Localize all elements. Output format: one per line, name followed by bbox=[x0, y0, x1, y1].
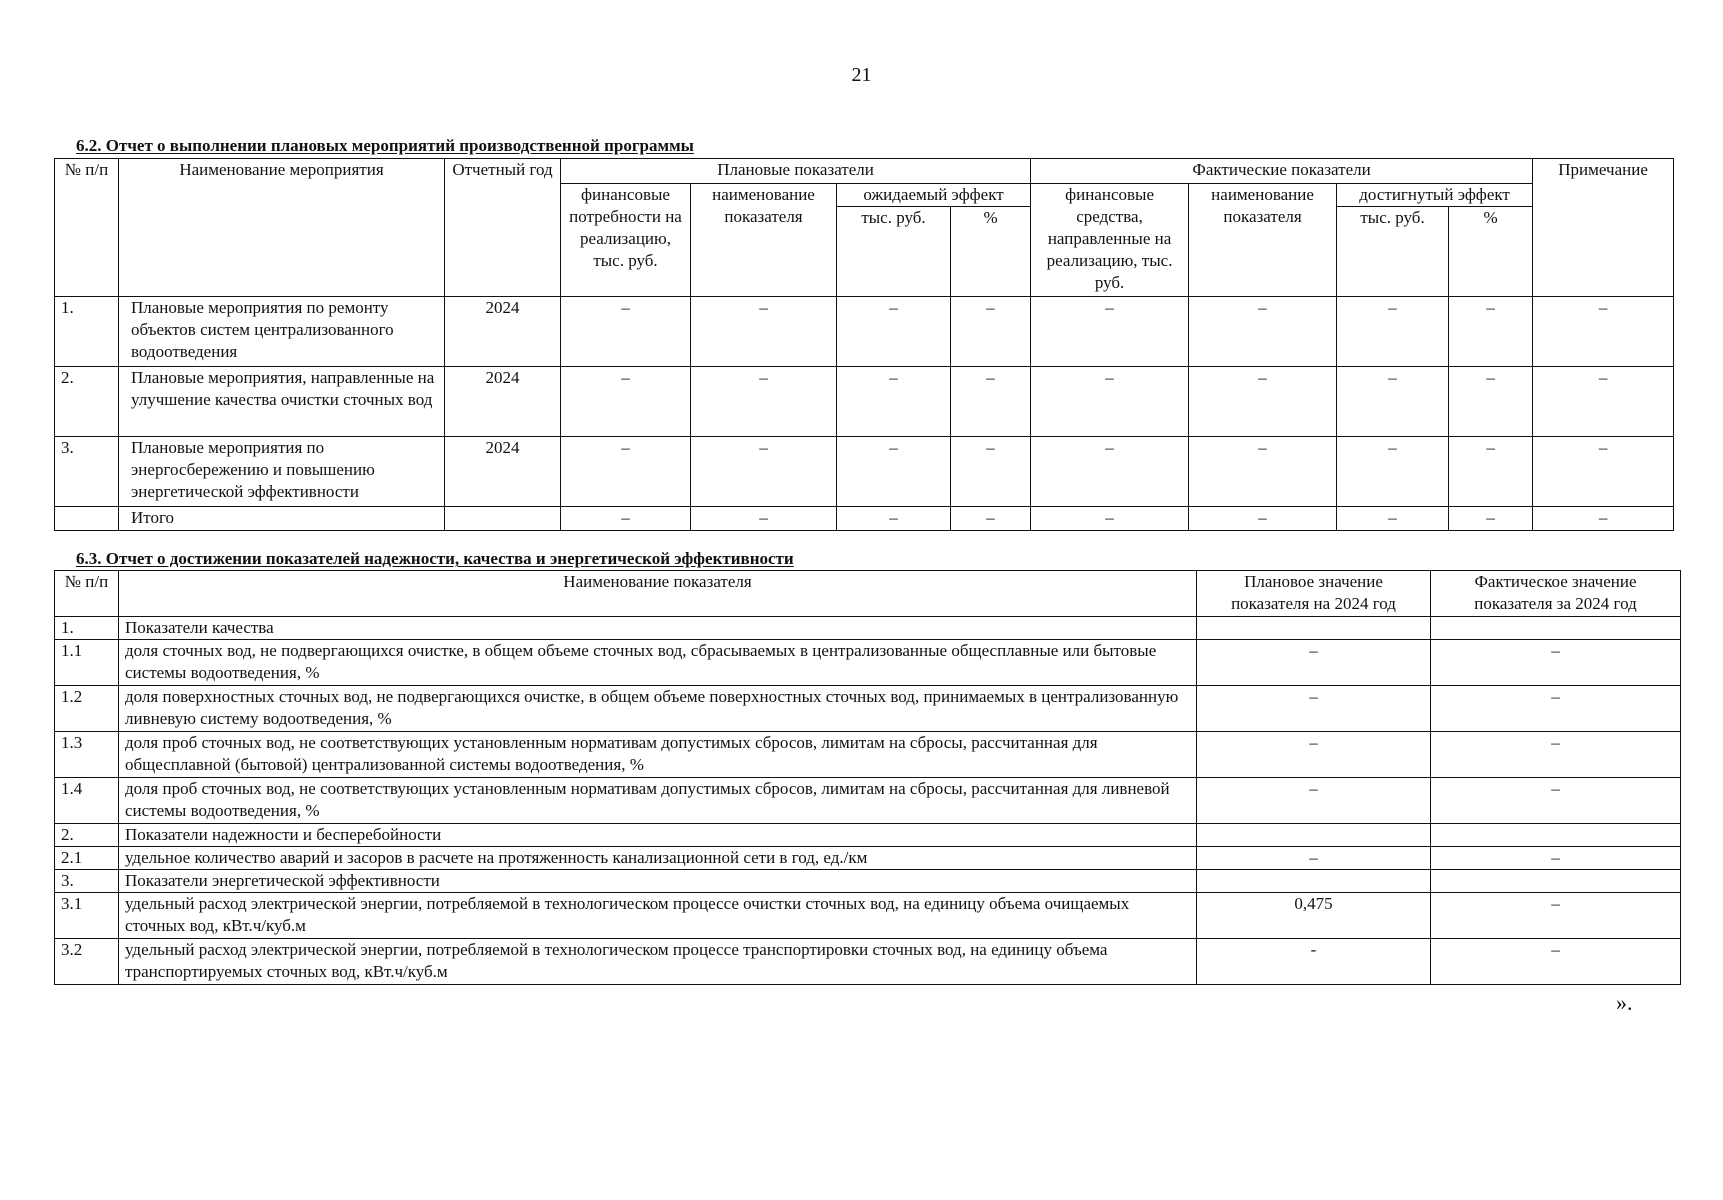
row-num: 2. bbox=[55, 367, 119, 437]
row-activity-name: Плановые мероприятия по ремонту объектов систем централизованного водоотведения bbox=[119, 297, 445, 367]
header-plan-thous-rub: тыс. руб. bbox=[837, 207, 951, 297]
cell-value: – bbox=[1449, 507, 1533, 531]
cell-value: – bbox=[1337, 437, 1449, 507]
cell-value: – bbox=[1189, 367, 1337, 437]
row-fact-value: – bbox=[1431, 778, 1681, 824]
row-plan-value bbox=[1197, 824, 1431, 847]
row-plan-value: - bbox=[1197, 939, 1431, 985]
cell-value: – bbox=[1189, 297, 1337, 367]
header-planned-indicators: Плановые показатели bbox=[561, 159, 1031, 184]
row-fact-value bbox=[1431, 824, 1681, 847]
row-indicator-name: удельное количество аварий и засоров в расчете на протяженность канализационной сети в год, ед./км bbox=[119, 847, 1197, 870]
cell-value: – bbox=[1189, 437, 1337, 507]
cell-value: – bbox=[1031, 297, 1189, 367]
row-fact-value: – bbox=[1431, 939, 1681, 985]
cell-value: – bbox=[561, 367, 691, 437]
row-num: 3. bbox=[55, 437, 119, 507]
cell-value: – bbox=[837, 297, 951, 367]
cell-value: – bbox=[1449, 437, 1533, 507]
row-indicator-name: доля поверхностных сточных вод, не подвергающихся очистке, в общем объеме поверхностных сточных вод, принимаемых в централизованную ливневую систему водоотведения, % bbox=[119, 686, 1197, 732]
header-fact-financing: финансовые средства, направленные на реализацию, тыс. руб. bbox=[1031, 184, 1189, 297]
table-row bbox=[55, 824, 1681, 847]
header-num: № п/п bbox=[55, 159, 119, 297]
total-row bbox=[55, 507, 1674, 531]
row-plan-value: 0,475 bbox=[1197, 893, 1431, 939]
table-row bbox=[55, 893, 1681, 939]
cell-value: – bbox=[951, 437, 1031, 507]
table-row bbox=[55, 437, 1674, 507]
row-num: 1.2 bbox=[55, 686, 119, 732]
planned-activities-table bbox=[54, 158, 1674, 531]
row-indicator-name: доля сточных вод, не подвергающихся очистке, в общем объеме сточных вод, сбрасываемых в централизованные общесплавные или бытовые системы водоотведения, % bbox=[119, 640, 1197, 686]
cell-value: – bbox=[561, 437, 691, 507]
row-activity-name: Плановые мероприятия, направленные на улучшение качества очистки сточных вод bbox=[119, 367, 445, 437]
row-fact-value bbox=[1431, 870, 1681, 893]
row-num: 1. bbox=[55, 297, 119, 367]
cell-value: – bbox=[1337, 297, 1449, 367]
cell-value: – bbox=[691, 507, 837, 531]
cell-value: – bbox=[1031, 507, 1189, 531]
row-num: 1.3 bbox=[55, 732, 119, 778]
cell-value: – bbox=[561, 297, 691, 367]
total-label: Итого bbox=[119, 507, 445, 531]
cell-value: – bbox=[1533, 367, 1674, 437]
cell-value: – bbox=[1449, 297, 1533, 367]
header-activity-name: Наименование мероприятия bbox=[119, 159, 445, 297]
total-num bbox=[55, 507, 119, 531]
header-fact-percent: % bbox=[1449, 207, 1533, 297]
row-plan-value: – bbox=[1197, 778, 1431, 824]
row-num: 2. bbox=[55, 824, 119, 847]
row-indicator-name: Показатели качества bbox=[119, 617, 1197, 640]
header-plan-financing: финансовые потребности на реализацию, тыс. руб. bbox=[561, 184, 691, 297]
row-fact-value: – bbox=[1431, 686, 1681, 732]
indicators-table bbox=[54, 570, 1681, 985]
closing-quote-mark: ». bbox=[1616, 990, 1633, 1015]
row-plan-value: – bbox=[1197, 686, 1431, 732]
cell-value: – bbox=[1189, 507, 1337, 531]
cell-value: – bbox=[837, 367, 951, 437]
table-row bbox=[55, 778, 1681, 824]
header-report-year: Отчетный год bbox=[445, 159, 561, 297]
header-note: Примечание bbox=[1533, 159, 1674, 297]
cell-value: – bbox=[1031, 437, 1189, 507]
row-fact-value: – bbox=[1431, 847, 1681, 870]
row-plan-value bbox=[1197, 870, 1431, 893]
row-num: 3.1 bbox=[55, 893, 119, 939]
table-row bbox=[55, 686, 1681, 732]
section-62-title: 6.2. Отчет о выполнении плановых мероприятий производственной программы bbox=[76, 136, 694, 155]
row-indicator-name: Показатели энергетической эффективности bbox=[119, 870, 1197, 893]
row-num: 3. bbox=[55, 870, 119, 893]
row-plan-value bbox=[1197, 617, 1431, 640]
header-fact-value: Фактическое значение показателя за 2024 год bbox=[1431, 571, 1681, 617]
row-num: 1.4 bbox=[55, 778, 119, 824]
header-fact-thous-rub: тыс. руб. bbox=[1337, 207, 1449, 297]
cell-value: – bbox=[691, 367, 837, 437]
table-row bbox=[55, 367, 1674, 437]
row-num: 3.2 bbox=[55, 939, 119, 985]
cell-value: – bbox=[951, 297, 1031, 367]
row-indicator-name: удельный расход электрической энергии, потребляемой в технологическом процессе очистки сточных вод, на единицу объема очищаемых сточных вод, кВт.ч/куб.м bbox=[119, 893, 1197, 939]
row-fact-value: – bbox=[1431, 893, 1681, 939]
cell-value: – bbox=[561, 507, 691, 531]
section-63-title: 6.3. Отчет о достижении показателей надежности, качества и энергетической эффективности bbox=[76, 549, 794, 568]
header-fact-indicator-name: наименование показателя bbox=[1189, 184, 1337, 297]
row-plan-value: – bbox=[1197, 732, 1431, 778]
row-fact-value: – bbox=[1431, 640, 1681, 686]
header-num: № п/п bbox=[55, 571, 119, 617]
row-num: 1.1 bbox=[55, 640, 119, 686]
row-num: 2.1 bbox=[55, 847, 119, 870]
header-achieved-effect: достигнутый эффект bbox=[1337, 184, 1533, 207]
table-row bbox=[55, 939, 1681, 985]
row-year: 2024 bbox=[445, 367, 561, 437]
row-indicator-name: удельный расход электрической энергии, потребляемой в технологическом процессе транспортировки сточных вод, на единицу объема транспортируемых сточных вод, кВт.ч/куб.м bbox=[119, 939, 1197, 985]
cell-value: – bbox=[951, 507, 1031, 531]
table-row bbox=[55, 870, 1681, 893]
row-activity-name: Плановые мероприятия по энергосбережению и повышению энергетической эффективности bbox=[119, 437, 445, 507]
cell-value: – bbox=[1533, 437, 1674, 507]
row-num: 1. bbox=[55, 617, 119, 640]
row-indicator-name: доля проб сточных вод, не соответствующих установленным нормативам допустимых сбросов, лимитам на сбросы, рассчитанная для ливневой системы водоотведения, % bbox=[119, 778, 1197, 824]
header-plan-percent: % bbox=[951, 207, 1031, 297]
cell-value: – bbox=[951, 367, 1031, 437]
table-row bbox=[55, 847, 1681, 870]
header-plan-value: Плановое значение показателя на 2024 год bbox=[1197, 571, 1431, 617]
cell-value: – bbox=[1533, 507, 1674, 531]
cell-value: – bbox=[837, 507, 951, 531]
row-indicator-name: Показатели надежности и бесперебойности bbox=[119, 824, 1197, 847]
cell-value: – bbox=[837, 437, 951, 507]
header-indicator-name: Наименование показателя bbox=[119, 571, 1197, 617]
cell-value: – bbox=[1337, 367, 1449, 437]
cell-value: – bbox=[1449, 367, 1533, 437]
header-actual-indicators: Фактические показатели bbox=[1031, 159, 1533, 184]
row-year: 2024 bbox=[445, 297, 561, 367]
row-fact-value: – bbox=[1431, 732, 1681, 778]
cell-value: – bbox=[1337, 507, 1449, 531]
header-expected-effect: ожидаемый эффект bbox=[837, 184, 1031, 207]
table-row bbox=[55, 297, 1674, 367]
table-row bbox=[55, 617, 1681, 640]
cell-value: – bbox=[1533, 297, 1674, 367]
table-row bbox=[55, 732, 1681, 778]
row-indicator-name: доля проб сточных вод, не соответствующих установленным нормативам допустимых сбросов, лимитам на сбросы, рассчитанная для общесплавной (бытовой) централизованной системы водоотведения, % bbox=[119, 732, 1197, 778]
header-plan-indicator-name: наименование показателя bbox=[691, 184, 837, 297]
row-plan-value: – bbox=[1197, 640, 1431, 686]
cell-value: – bbox=[691, 437, 837, 507]
row-plan-value: – bbox=[1197, 847, 1431, 870]
row-fact-value bbox=[1431, 617, 1681, 640]
cell-value: – bbox=[691, 297, 837, 367]
page-number: 21 bbox=[851, 64, 872, 86]
total-year bbox=[445, 507, 561, 531]
table-row bbox=[55, 640, 1681, 686]
row-year: 2024 bbox=[445, 437, 561, 507]
cell-value: – bbox=[1031, 367, 1189, 437]
